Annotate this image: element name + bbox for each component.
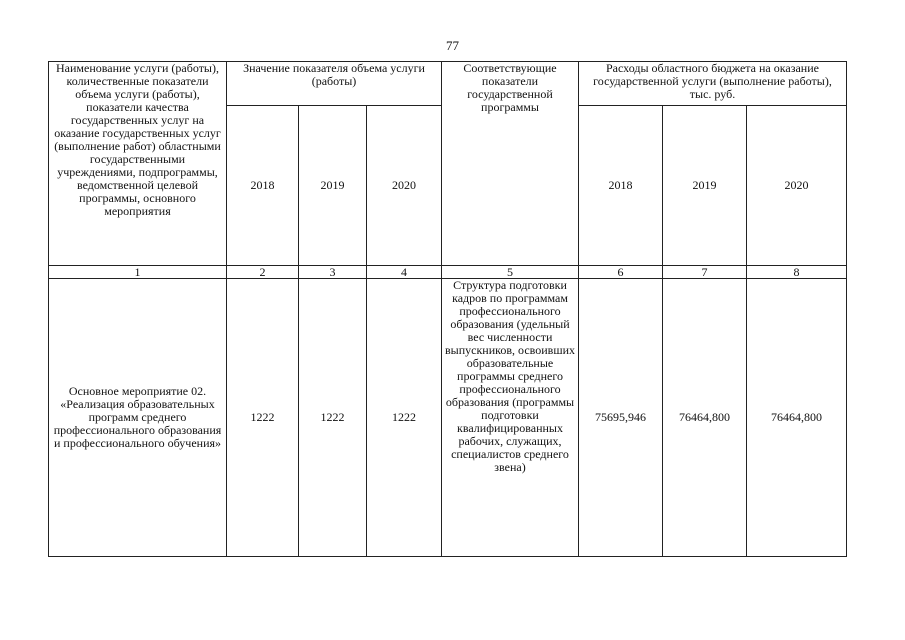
header-program-indicators: Соответствующие показатели государственной программы [442,62,579,266]
header-service-name: Наименование услуги (работы), количественные показатели объема услуги (работы), показатели качества государственных услуг на оказание государственных услуг (выполнение работ) областными государственными учреждениями, подпрограммы, ведомственной целевой программы, основного мероприятия [49,62,227,266]
column-number-row [49,266,847,279]
row-event-name: Основное мероприятие 02. «Реализация образовательных программ среднего профессионального образования и профессионального обучения» [49,279,227,557]
header-volume-year-2020: 2020 [367,105,442,265]
header-volume-year-2019: 2019 [299,105,367,265]
header-expense-year-2018: 2018 [579,105,663,265]
row-expense-2020: 76464,800 [747,279,847,557]
column-number: 6 [579,266,663,279]
column-number: 1 [49,266,227,279]
column-number: 3 [299,266,367,279]
row-expense-2019: 76464,800 [663,279,747,557]
table-row [49,279,847,557]
row-volume-2018: 1222 [227,279,299,557]
row-expense-2018: 75695,946 [579,279,663,557]
header-expense-year-2019: 2019 [663,105,747,265]
header-row-top [49,62,847,106]
column-number: 8 [747,266,847,279]
row-program-indicator: Структура подготовки кадров по программам профессионального образования (удельный вес численности выпускников, освоивших образовательные программы среднего профессионального образования (программы подготовки квалифицированных рабочих, служащих, специалистов среднего звена) [442,279,579,557]
header-volume-year-2018: 2018 [227,105,299,265]
header-expense-group: Расходы областного бюджета на оказание государственной услуги (выполнение работы), тыс. руб. [579,62,847,106]
page-number: 77 [446,38,459,53]
row-volume-2020: 1222 [367,279,442,557]
row-volume-2019: 1222 [299,279,367,557]
budget-table [48,61,847,557]
header-volume-group: Значение показателя объема услуги (работы) [227,62,442,106]
column-number: 5 [442,266,579,279]
column-number: 7 [663,266,747,279]
header-expense-year-2020: 2020 [747,105,847,265]
column-number: 4 [367,266,442,279]
column-number: 2 [227,266,299,279]
